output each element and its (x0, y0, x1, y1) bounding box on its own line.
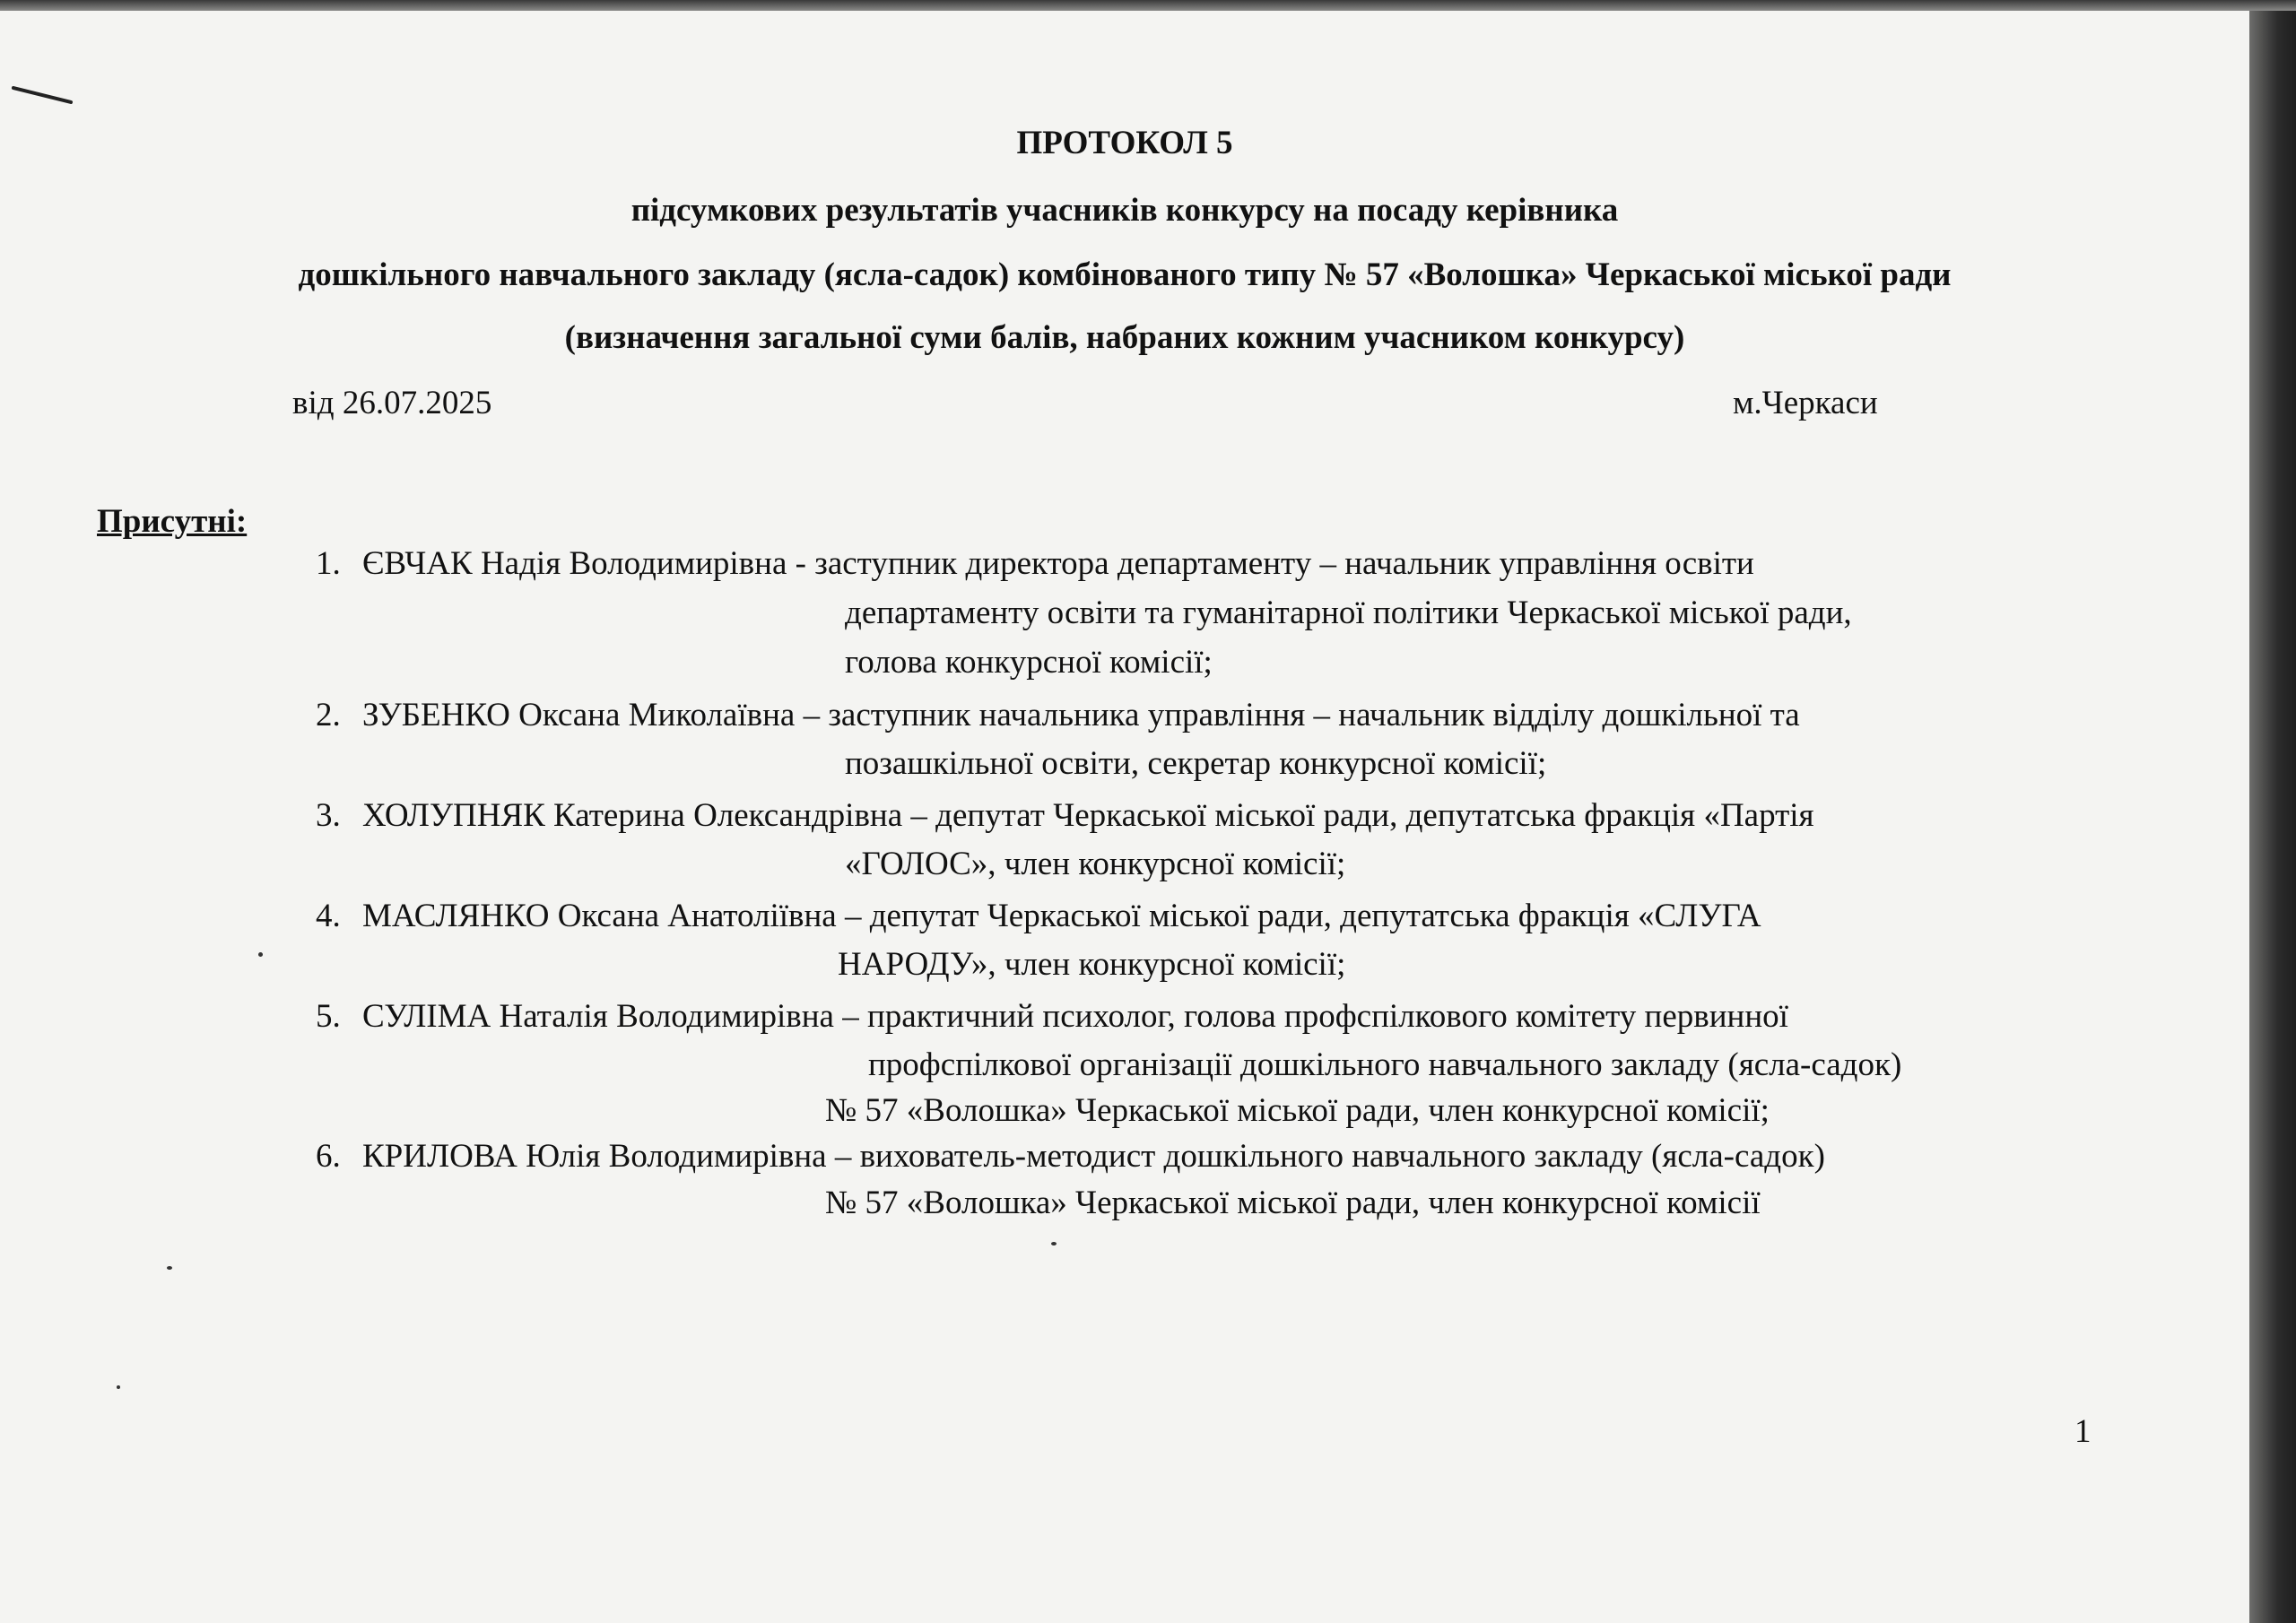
member-6-line-1: КРИЛОВА Юлія Володимирівна – вихователь-методист дошкільного навчального закладу (ясла-садок) (362, 1138, 1825, 1175)
present-heading: Присутні: (97, 503, 248, 540)
member-3-line-2: «ГОЛОС», член конкурсної комісії; (845, 846, 1346, 882)
page-number: 1 (2074, 1413, 2092, 1450)
member-6-number: 6. (316, 1138, 341, 1175)
member-1-number: 1. (316, 545, 341, 582)
document-title: ПРОТОКОЛ 5 (1016, 125, 1233, 161)
member-5-line-2: профспілкової організації дошкільного навчального закладу (ясла-садок) (868, 1046, 1902, 1083)
member-6-line-2: № 57 «Волошка» Черкаської міської ради, член конкурсної комісії (825, 1185, 1761, 1221)
scan-edge-right (2249, 0, 2296, 1623)
pen-mark (12, 86, 74, 105)
member-1-line-1: ЄВЧАК Надія Володимирівна - заступник директора департаменту – начальник управління освіти (362, 545, 1754, 582)
scan-speck (117, 1385, 120, 1389)
protocol-date: від 26.07.2025 (292, 385, 492, 421)
member-4-number: 4. (316, 898, 341, 934)
member-5-number: 5. (316, 998, 341, 1035)
member-2-line-1: ЗУБЕНКО Оксана Миколаївна – заступник начальника управління – начальник відділу дошкільної та (362, 697, 1800, 733)
scan-speck (167, 1266, 172, 1270)
member-2-line-2: позашкільної освіти, секретар конкурсної комісії; (845, 745, 1547, 782)
document-page (0, 9, 2251, 1623)
subtitle-line-2: дошкільного навчального закладу (ясла-садок) комбінованого типу № 57 «Волошка» Черкаської міської ради (298, 256, 1952, 293)
member-2-number: 2. (316, 697, 341, 733)
member-5-line-1: СУЛІМА Наталія Володимирівна – практичний психолог, голова профспілкового комітету первинної (362, 998, 1788, 1035)
scan-speck (1051, 1242, 1057, 1245)
member-5-line-3: № 57 «Волошка» Черкаської міської ради, член конкурсної комісії; (825, 1092, 1770, 1129)
member-3-number: 3. (316, 797, 341, 834)
scan-speck (258, 952, 263, 957)
member-4-line-2: НАРОДУ», член конкурсної комісії; (838, 946, 1346, 983)
member-4-line-1: МАСЛЯНКО Оксана Анатоліївна – депутат Черкаської міської ради, депутатська фракція «СЛУГА (362, 898, 1761, 934)
subtitle-line-1: підсумкових результатів учасників конкурсу на посаду керівника (631, 192, 1619, 229)
scan-edge-top (0, 0, 2296, 11)
subtitle-line-3: (визначення загальної суми балів, набраних кожним учасником конкурсу) (564, 319, 1685, 356)
member-1-line-2: департаменту освіти та гуманітарної політики Черкаської міської ради, (845, 595, 1852, 631)
protocol-city: м.Черкаси (1733, 385, 1878, 421)
member-1-line-3: голова конкурсної комісії; (845, 644, 1213, 681)
member-3-line-1: ХОЛУПНЯК Катерина Олександрівна – депутат Черкаської міської ради, депутатська фракція «Партія (362, 797, 1814, 834)
